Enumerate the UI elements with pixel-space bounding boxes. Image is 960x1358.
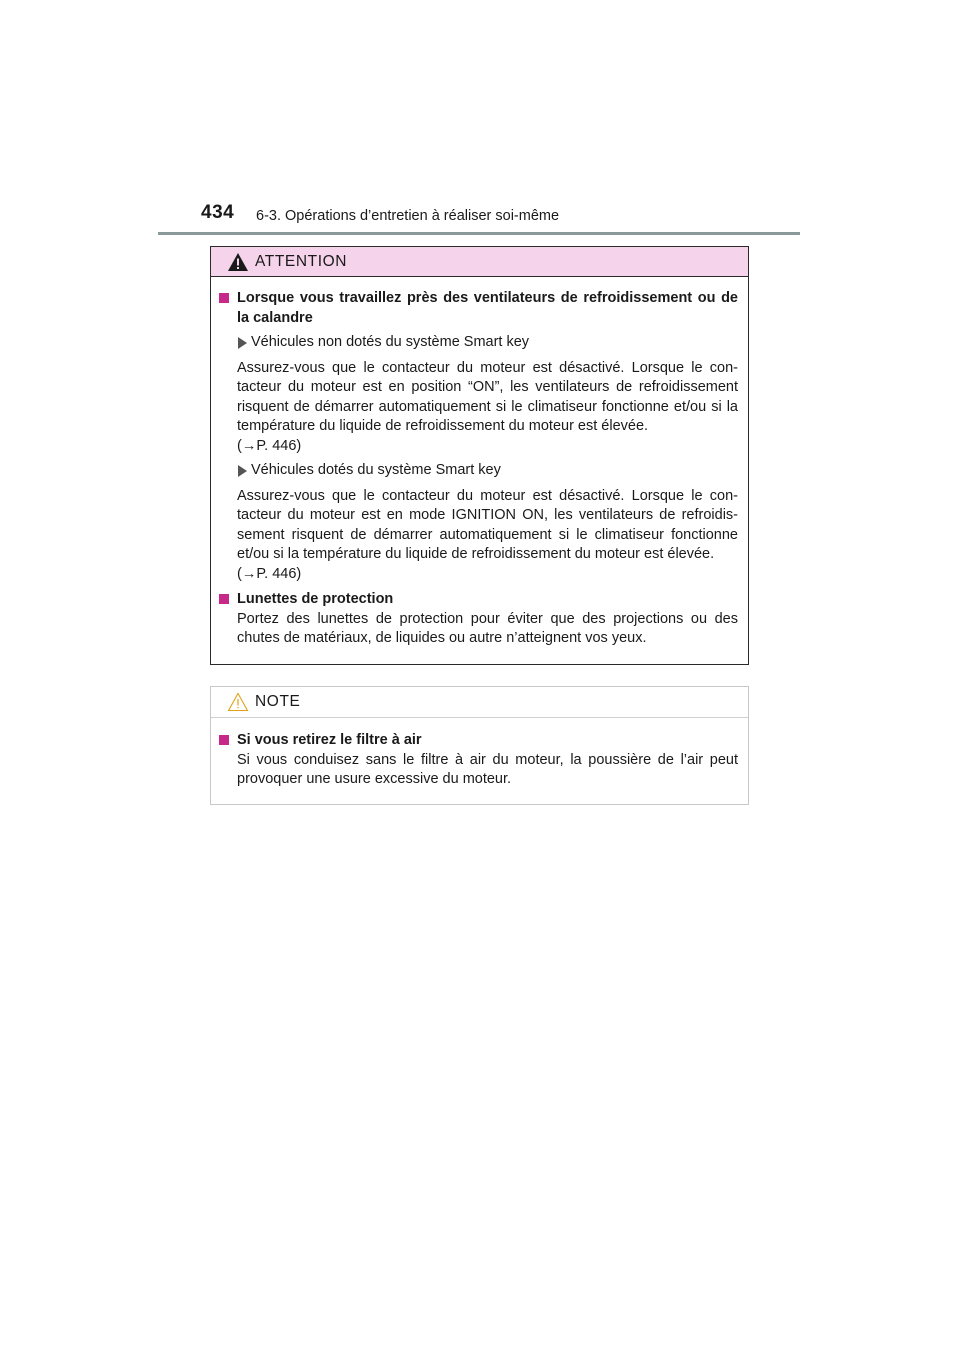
subsection-heading: Véhicules dotés du système Smart key <box>237 461 738 481</box>
subsection-heading: Véhicules non dotés du système Smart key <box>237 333 738 353</box>
attention-item-heading: Lunettes de protection <box>219 590 738 610</box>
note-label: NOTE <box>255 693 301 710</box>
square-bullet-icon <box>219 594 229 604</box>
note-item-content <box>219 751 738 790</box>
attention-item-heading: Lorsque vous travaillez près des ventilateurs de refroidissement ou de la calandre <box>219 289 738 328</box>
note-body <box>211 718 748 790</box>
attention-item-content <box>219 610 738 649</box>
attention-label: ATTENTION <box>255 252 348 270</box>
page-header <box>0 0 960 240</box>
note-header <box>211 687 748 718</box>
attention-box <box>210 246 749 665</box>
note-item-heading: Si vous retirez le filtre à air <box>219 731 738 751</box>
attention-body <box>211 277 748 649</box>
warning-triangle-icon <box>227 252 249 272</box>
item-text: Si vous conduisez sans le filtre à air du moteur, la poussière de l’air peut provoquer une usure excessive du moteur. <box>237 751 738 787</box>
attention-item-content <box>219 333 738 584</box>
square-bullet-icon <box>219 293 229 303</box>
header-rule <box>158 232 800 235</box>
arrow-bullet-icon <box>237 336 248 350</box>
item-text: Portez des lunettes de protection pour éviter que des projections ou des chutes de matériaux, de liquides ou autre n’atteignent vos yeux. <box>237 610 738 646</box>
page-reference: (→P. 446) <box>237 565 302 582</box>
attention-header <box>211 247 748 277</box>
note-box <box>210 686 749 805</box>
section-title: 6-3. Opérations d’entretien à réaliser soi-même <box>256 208 560 224</box>
page-number: 434 <box>201 202 235 223</box>
page-reference: (→P. 446) <box>237 437 302 454</box>
arrow-bullet-icon <box>237 464 248 478</box>
caution-outline-triangle-icon <box>227 692 249 712</box>
subsection-text: Assurez-vous que le contacteur du moteur est désactivé. Lorsque le con-tacteur du moteur est en position “ON”, les ventilateurs de refroidissement risquent de démarrer automatiquement si le climatiseur fonctionne et/ou si la température du liquide de refroidissement du moteur est élevée. <box>237 359 738 434</box>
subsection-text: Assurez-vous que le contacteur du moteur est désactivé. Lorsque le con-tacteur du moteur est en mode IGNITION ON, les ventilateurs de refroidis-sement risquent de démarrer automatiquement si le climatiseur fonctionne et/ou si la température du liquide de refroidissement du moteur est élevée. <box>237 487 738 562</box>
square-bullet-icon <box>219 735 229 745</box>
